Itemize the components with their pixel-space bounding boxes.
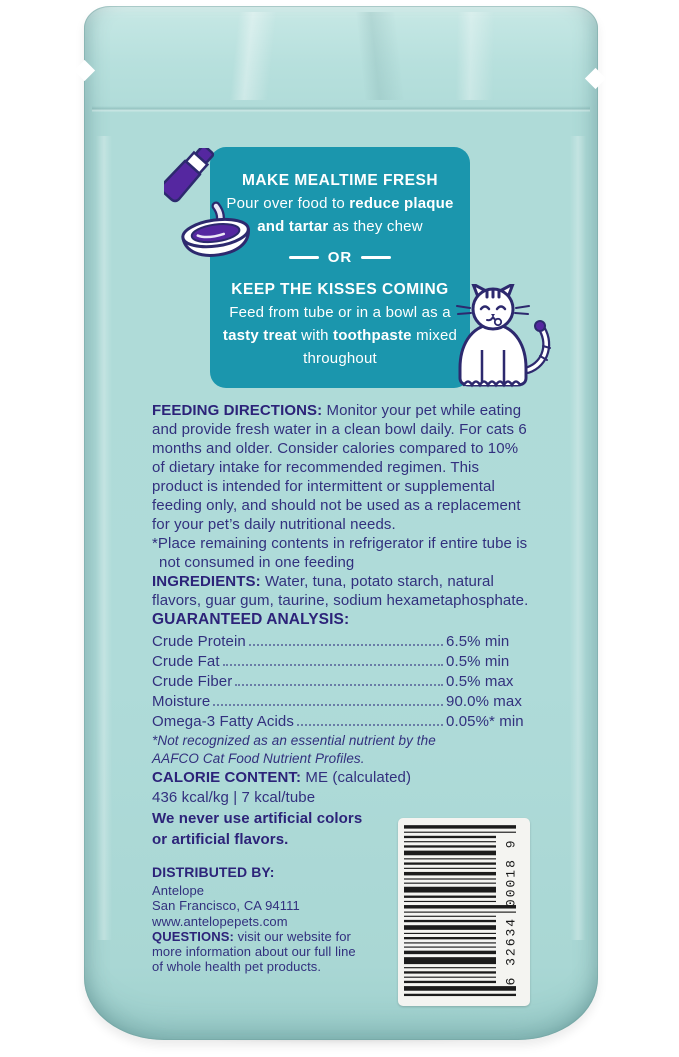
distributor-website: www.antelopepets.com <box>152 913 288 929</box>
happy-cat-icon <box>436 284 556 394</box>
table-row: Omega-3 Fatty Acids 0.05%* min <box>152 713 524 730</box>
table-row: Crude Fiber 0.5% max <box>152 673 514 690</box>
ingredients: INGREDIENTS: Water, tuna, potato starch, natural flavors, guar gum, taurine, sodium hexametaphosphate. <box>152 573 529 609</box>
dotted-leader <box>213 703 443 706</box>
dotted-leader <box>297 723 443 726</box>
distributor-name: Antelope <box>152 882 205 898</box>
guaranteed-analysis-table <box>152 632 534 732</box>
seal-fold-line <box>92 106 590 112</box>
distributed-by-heading: DISTRIBUTED BY: <box>152 864 275 880</box>
divider-line-left <box>289 256 319 259</box>
dotted-leader <box>235 683 443 686</box>
calorie-values: 436 kcal/kg | 7 kcal/tube <box>152 789 316 806</box>
table-row: Crude Fat 0.5% min <box>152 653 510 670</box>
usage-top-title: MAKE MEALTIME FRESH <box>241 172 439 189</box>
calorie-content: CALORIE CONTENT: ME (calculated) 436 kcal/kg | 7 kcal/tube <box>152 769 412 806</box>
table-row: Crude Protein 6.5% min <box>152 633 510 650</box>
usage-bottom-body: Feed from tube or in a bowl as a tasty treat with toothpaste mixed throughout <box>222 304 458 367</box>
feeding-note: *Place remaining contents in refrigerator if entire tube is not consumed in one feeding <box>152 535 528 571</box>
barcode-digits: 6 32634 00018 9 <box>503 838 519 986</box>
usage-bottom-title: KEEP THE KISSES COMING <box>231 281 449 298</box>
no-artificial-claim: We never use artificial colors or artificial flavors. <box>152 810 363 848</box>
table-row: Moisture 90.0% max <box>152 693 522 710</box>
left-edge-sheen <box>96 136 112 940</box>
aafco-footnote: *Not recognized as an essential nutrient by the AAFCO Cat Food Nutrient Profiles. <box>152 733 436 766</box>
feeding-directions: FEEDING DIRECTIONS: Monitor your pet while eating and provide fresh water in a clean bowl daily. For cats 6 months and older. Consider calories compared to 10% of dietary intake for recommended regimen. This product is intended for intermittent or supplemental feeding only, and should not be used as a replacement for your pet’s daily nutritional needs. <box>152 402 527 533</box>
distributor-city: San Francisco, CA 94111 <box>152 898 300 913</box>
dotted-leader <box>223 663 443 666</box>
right-edge-sheen <box>570 136 586 940</box>
divider-line-right <box>361 256 391 259</box>
or-label: OR <box>327 249 353 266</box>
dotted-leader <box>249 643 443 646</box>
upc-barcode <box>398 818 530 1006</box>
guaranteed-analysis-heading: GUARANTEED ANALYSIS: <box>152 611 350 628</box>
usage-top-body: Pour over food to reduce plaque and tartar as they chew <box>226 195 454 235</box>
top-seal-crimp <box>102 12 580 100</box>
questions-block: QUESTIONS: visit our website for more information about our full line of whole health pet products. <box>152 929 356 974</box>
tube-pouring-into-bowl-icon <box>164 148 268 262</box>
